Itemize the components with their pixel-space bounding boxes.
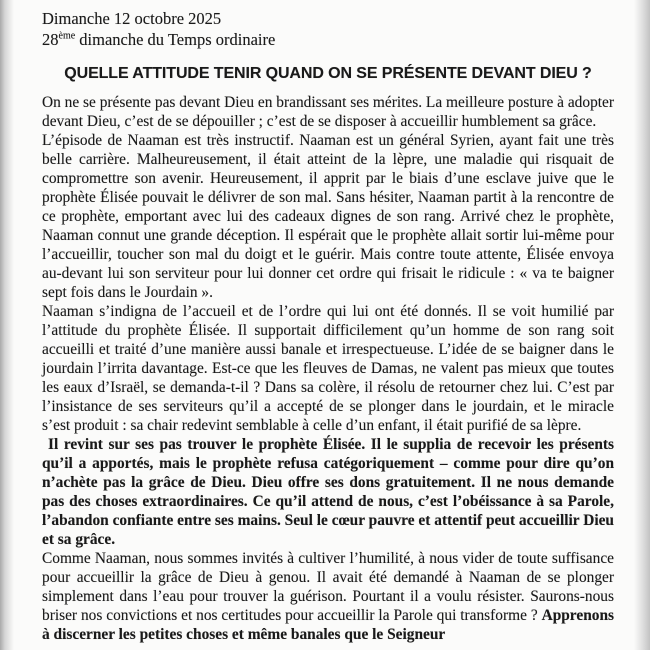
date-line: Dimanche 12 octobre 2025 bbox=[42, 9, 222, 28]
photo-right-edge bbox=[634, 0, 650, 650]
page-title: QUELLE ATTITUDE TENIR QUAND ON SE PRÉSENTE DEVANT DIEU ? bbox=[64, 65, 592, 82]
paragraph-application bbox=[42, 549, 614, 644]
subtitle-superscript: ème bbox=[58, 30, 76, 42]
paragraph-return-to-elisee: Il revint sur ses pas trouver le prophète Élisée. Il le supplia de recevoir les présents qu’il a apportés, mais le prophète refusa catégoriquement – comme pour dire qu’on n’achète pas la grâce de Dieu. Dieu offre ses dons gratuitement. Il ne nous demande pas des choses extraordinaires. Ce qu’il attend de nous, c’est l’obéissance à sa Parole, l’abandon confiante entre ses mains. Seul le cœur pauvre et attentif peut accueillir Dieu et sa grâce. bbox=[42, 436, 614, 548]
application-normal-text: Comme Naaman, nous sommes invités à cultiver l’humilité, à nous vider de toute suffisance pour accueillir la grâce de Dieu à genou. Il avait été demandé à Naaman de se plonger simplement dans l’eau pour trouver la guérison. Pourtant il a voulu résister. Saurons-nous briser nos convictions et nos certitudes pour accueillir la Parole qui transforme ? bbox=[42, 550, 614, 624]
document-page bbox=[42, 8, 614, 644]
paragraph-naaman-indignation: Naaman s’indigna de l’accueil et de l’ordre qui lui ont été donnés. Il se voit humilié par l’attitude du prophète Élisée. Il supportait difficilement qu’un homme de son rang soit accueilli et traité d’une manière aussi banale et irrespectueuse. L’idée de se baigner dans le jourdain l’irrita davantage. Est-ce que les fleuves de Damas, ne valent pas mieux que toutes les eaux d’Israël, se demanda-t-il ? Dans sa colère, il résolu de retourner chez lui. C’est par l’insistance de ses serviteurs qu’il a accepté de se plonger dans le jourdain, et le miracle s’est produit : sa chair redevint semblable à celle d’un enfant, il était purifié de sa lèpre. bbox=[42, 303, 614, 434]
subtitle-line bbox=[42, 29, 614, 50]
document-header bbox=[42, 8, 614, 50]
subtitle-number: 28 bbox=[42, 30, 59, 49]
paragraph-naaman-story: L’épisode de Naaman est très instructif. Naaman est un général Syrien, ayant fait une très belle carrière. Malheureusement, il était atteint de la lèpre, une maladie qui risquait de compromettre son avenir. Heureusement, il apprit par le biais d’une esclave juive que le prophète Élisée pouvait le délivrer de son mal. Sans hésiter, Naaman partit à la rencontre de ce prophète, emportant avec lui des cadeaux dignes de son rang. Arrivé chez le prophète, Naaman connut une grande déception. Il espérait que le prophète allait sortir lui-même pour l’accueillir, toucher son mal du doigt et le guérir. Mais contre toute attente, Élisée envoya au-devant lui son serviteur pour lui donner cet ordre qui frisait le ridicule : « va te baigner sept fois dans le Jourdain ». bbox=[42, 132, 614, 301]
document-body bbox=[42, 93, 614, 644]
paragraph-intro: On ne se présente pas devant Dieu en brandissant ses mérites. La meilleure posture à adopter devant Dieu, c’est de se dépouiller ; c’est de se disposer à accueillir humblement sa grâce. bbox=[42, 94, 614, 130]
application-bold-text: Apprenons à discerner les petites choses et même banales que le Seigneur bbox=[42, 607, 614, 643]
photo-left-edge bbox=[0, 0, 14, 650]
subtitle-rest: dimanche du Temps ordinaire bbox=[75, 30, 276, 49]
